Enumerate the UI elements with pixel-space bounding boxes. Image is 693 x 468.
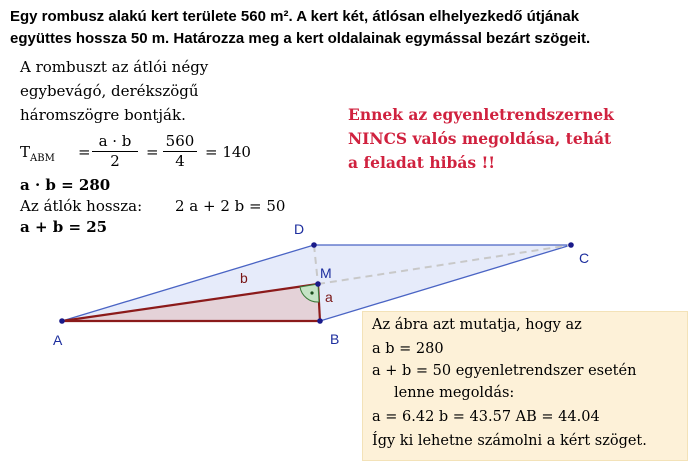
point-c-label: C xyxy=(579,250,590,266)
right-angle-dot xyxy=(310,291,313,294)
product-equation: a · b = 280 xyxy=(20,176,111,194)
warning-line-3: a feladat hibás !! xyxy=(348,153,496,172)
area-result: = 140 xyxy=(205,143,251,161)
point-d-marker xyxy=(311,242,317,248)
diagonals-equation: 2 a + 2 b = 50 xyxy=(175,197,286,215)
area-symbol: T xyxy=(20,143,31,161)
fraction-1-numerator: a · b xyxy=(92,132,138,152)
problem-line-1: Egy rombusz alakú kert területe 560 m². A kert két, átlósan elhelyezkedő útjának xyxy=(10,8,580,25)
problem-line-2: együttes hossza 50 m. Határozza meg a kert oldalainak egymással bezárt szögeit. xyxy=(10,30,591,47)
note-line-5: a = 6.42 b = 43.57 AB = 44.04 xyxy=(372,409,600,425)
solution-line-2: egybevágó, derékszögű xyxy=(20,82,199,100)
point-a-label: A xyxy=(53,332,63,348)
fraction-1-denominator: 2 xyxy=(110,152,120,170)
point-b-label: B xyxy=(330,331,340,347)
sum-equation: a + b = 25 xyxy=(20,218,108,236)
note-box xyxy=(362,311,688,461)
note-line-6: Így ki lehetne számolni a kért szöget. xyxy=(372,433,647,449)
eq-sign-1: = xyxy=(78,143,91,161)
area-subscript: ABM xyxy=(30,153,55,164)
note-line-2: a b = 280 xyxy=(372,341,444,357)
point-b-marker xyxy=(317,318,323,324)
warning-text xyxy=(348,103,614,175)
fraction-1 xyxy=(92,132,138,170)
point-m-label: M xyxy=(320,265,332,281)
diagonals-label: Az átlók hossza: xyxy=(20,197,143,215)
point-a-marker xyxy=(59,318,65,324)
area-lhs xyxy=(20,143,55,164)
point-d-label: D xyxy=(294,221,305,237)
eq-sign-2: = xyxy=(146,143,159,161)
note-line-4: lenne megoldás: xyxy=(394,385,515,401)
warning-line-1: Ennek az egyenletrendszernek xyxy=(348,105,614,124)
note-line-3: a + b = 50 egyenletrendszer esetén xyxy=(372,363,637,379)
note-line-1: Az ábra azt mutatja, hogy az xyxy=(372,317,582,333)
point-m-marker xyxy=(315,281,321,287)
point-c-marker xyxy=(568,242,574,248)
segment-a-label: a xyxy=(325,289,333,305)
fraction-2-denominator: 4 xyxy=(175,152,185,170)
segment-b-label: b xyxy=(240,270,248,286)
warning-line-2: NINCS valós megoldása, tehát xyxy=(348,129,612,148)
fraction-2 xyxy=(163,132,197,170)
fraction-2-numerator: 560 xyxy=(163,132,197,152)
solution-line-1: A rombuszt az átlói négy xyxy=(20,58,209,76)
solution-line-3: háromszögre bontják. xyxy=(20,106,186,124)
